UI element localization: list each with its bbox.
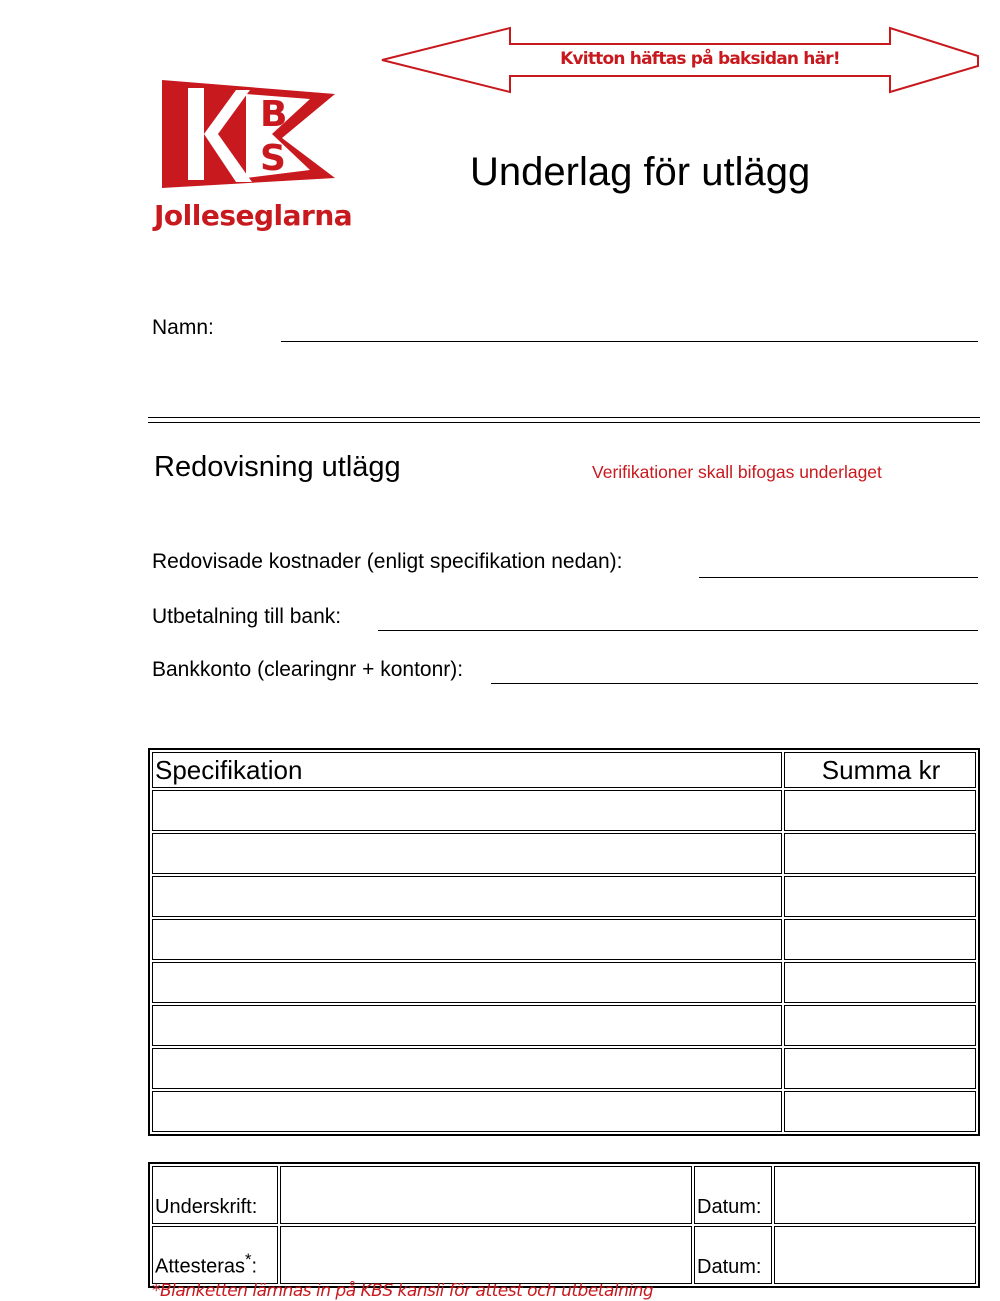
kbs-logo <box>160 78 340 193</box>
signature-row <box>152 1166 976 1224</box>
spec-cell[interactable] <box>152 790 782 831</box>
table-row <box>152 1048 976 1089</box>
specification-table <box>148 748 980 1136</box>
date-field[interactable] <box>774 1166 976 1224</box>
sum-cell[interactable] <box>784 1091 976 1132</box>
banner-text: Kvitton häftas på baksidan här! <box>560 49 840 69</box>
signature-table <box>148 1162 980 1288</box>
table-header-row <box>152 752 976 788</box>
name-input-line[interactable] <box>281 341 978 342</box>
costs-input-line[interactable] <box>699 577 978 578</box>
spec-cell[interactable] <box>152 1048 782 1089</box>
logo-letter-s: S <box>260 138 286 179</box>
costs-label: Redovisade kostnader (enligt specifikation nedan): <box>152 550 623 573</box>
header-specifikation: Specifikation <box>152 752 782 788</box>
attest-label-colon: : <box>251 1256 258 1278</box>
document-title: Underlag för utlägg <box>470 150 811 194</box>
table-row <box>152 919 976 960</box>
sum-cell[interactable] <box>784 1005 976 1046</box>
spec-cell[interactable] <box>152 833 782 874</box>
account-label: Bankkonto (clearingnr + kontonr): <box>152 658 464 681</box>
spec-cell[interactable] <box>152 1091 782 1132</box>
attest-label <box>152 1226 278 1284</box>
payout-input-line[interactable] <box>378 630 978 631</box>
payout-label: Utbetalning till bank: <box>152 605 342 628</box>
footnote: *Blanketten lämnas in på KBS kansli för attest och utbetalning <box>152 1281 654 1301</box>
spec-cell[interactable] <box>152 1005 782 1046</box>
header-summa: Summa kr <box>784 752 976 788</box>
sum-cell[interactable] <box>784 876 976 917</box>
attest-marker: * <box>245 1250 252 1270</box>
table-row <box>152 1005 976 1046</box>
table-row <box>152 790 976 831</box>
sum-cell[interactable] <box>784 790 976 831</box>
logo-letter-b: B <box>260 94 288 135</box>
spec-cell[interactable] <box>152 919 782 960</box>
name-label: Namn: <box>152 316 214 339</box>
sum-cell[interactable] <box>784 962 976 1003</box>
club-name: Jolleseglarna <box>154 199 353 232</box>
section-title: Redovisning utlägg <box>154 451 401 483</box>
divider-bottom <box>148 422 980 423</box>
attest-row <box>152 1226 976 1284</box>
table-row <box>152 833 976 874</box>
table-row <box>152 1091 976 1132</box>
account-input-line[interactable] <box>491 683 978 684</box>
spec-cell[interactable] <box>152 876 782 917</box>
divider-top <box>148 417 980 418</box>
signature-field[interactable] <box>280 1166 692 1224</box>
date-field[interactable] <box>774 1226 976 1284</box>
sum-cell[interactable] <box>784 833 976 874</box>
sum-cell[interactable] <box>784 919 976 960</box>
spec-cell[interactable] <box>152 962 782 1003</box>
table-row <box>152 962 976 1003</box>
sum-cell[interactable] <box>784 1048 976 1089</box>
date-label: Datum: <box>694 1166 772 1224</box>
date-label: Datum: <box>694 1226 772 1284</box>
signature-label: Underskrift: <box>152 1166 278 1224</box>
section-note: Verifikationer skall bifogas underlaget <box>592 462 882 482</box>
attest-label-text: Attesteras <box>155 1256 246 1278</box>
attest-field[interactable] <box>280 1226 692 1284</box>
table-row <box>152 876 976 917</box>
